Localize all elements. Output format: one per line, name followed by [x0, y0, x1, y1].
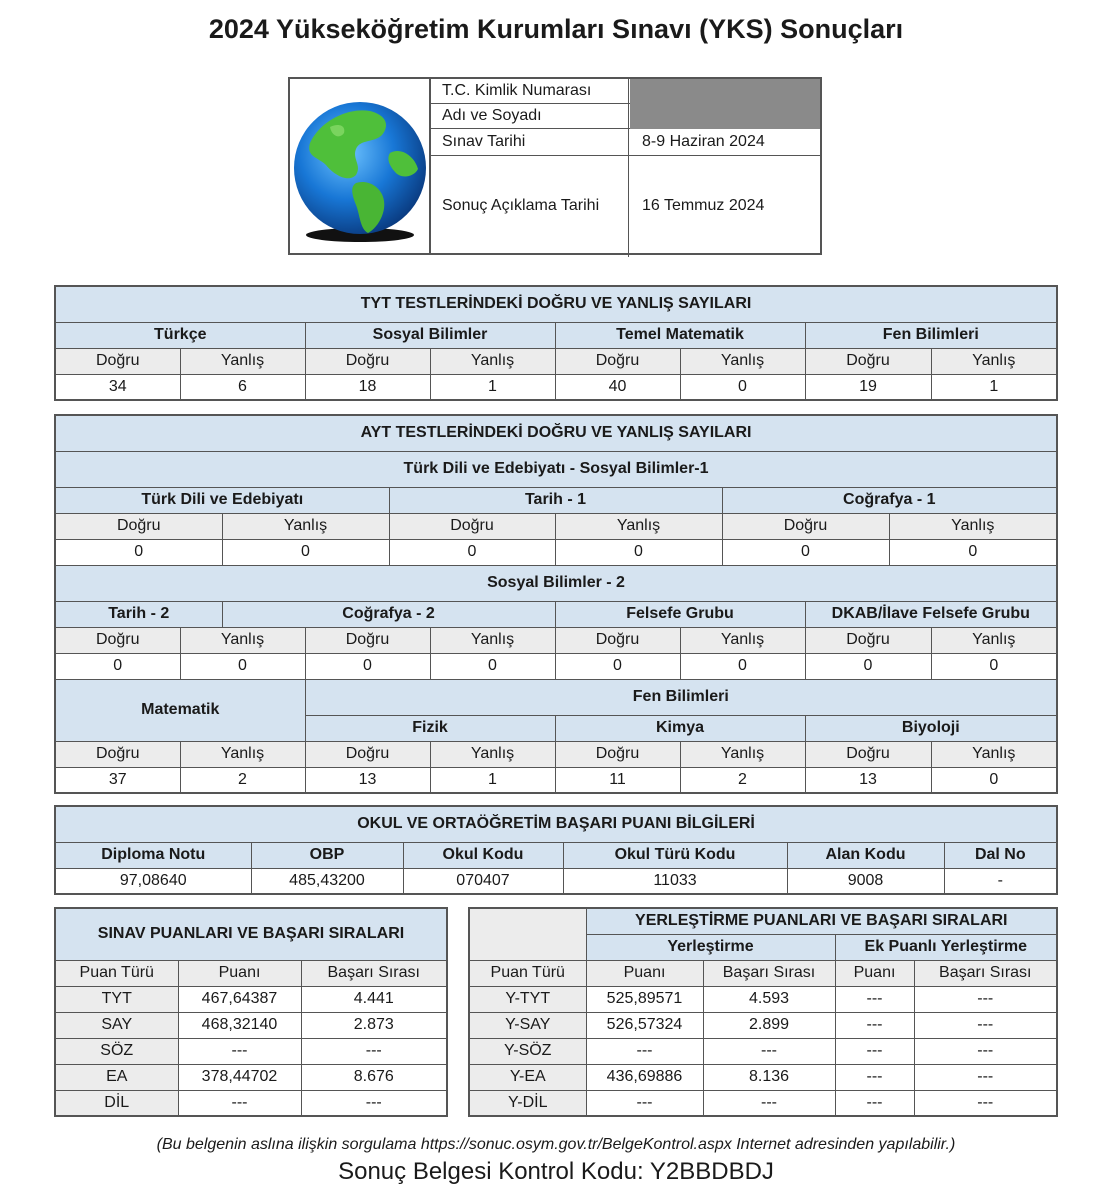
globe-icon	[290, 95, 430, 245]
school-header: Diploma Notu	[55, 842, 251, 868]
dogru-header: Doğru	[722, 513, 889, 539]
extra-rank: ---	[914, 1064, 1057, 1090]
yanlis-header: Yanlış	[180, 627, 305, 653]
ayt-yanlis: 0	[889, 539, 1057, 565]
dogru-header: Doğru	[305, 741, 430, 767]
ayt-dogru: 13	[805, 767, 931, 793]
ayt-test-name: Tarih - 1	[389, 487, 722, 513]
dogru-header: Doğru	[305, 627, 430, 653]
exam-rank: 2.873	[301, 1012, 447, 1038]
dogru-header: Doğru	[305, 348, 430, 374]
placement-type: Y-DİL	[469, 1090, 586, 1116]
tyt-yanlis: 1	[931, 374, 1057, 400]
ayt-dogru: 11	[555, 767, 680, 793]
placement-header: Puanı	[586, 960, 703, 986]
school-value: -	[944, 868, 1057, 894]
extra-score: ---	[835, 1090, 914, 1116]
placement-header: Başarı Sırası	[703, 960, 835, 986]
exam-score: ---	[178, 1038, 301, 1064]
exam-type: SAY	[55, 1012, 178, 1038]
school-value: 485,43200	[251, 868, 403, 894]
extra-rank: ---	[914, 1038, 1057, 1064]
ayt-test-name: Kimya	[555, 715, 805, 741]
placement-score: 526,57324	[586, 1012, 703, 1038]
school-header: Okul Türü Kodu	[563, 842, 787, 868]
yanlis-header: Yanlış	[180, 741, 305, 767]
candidate-info-box	[288, 77, 822, 255]
yanlis-header: Yanlış	[931, 741, 1057, 767]
ayt-dogru: 0	[55, 653, 180, 679]
id-row-exam-date	[431, 129, 820, 156]
math-header: Matematik	[55, 679, 305, 741]
dogru-header: Doğru	[805, 627, 931, 653]
placement-rank: 8.136	[703, 1064, 835, 1090]
placement-rank: ---	[703, 1090, 835, 1116]
yanlis-header: Yanlış	[430, 348, 555, 374]
dogru-header: Doğru	[55, 741, 180, 767]
ayt-test-name: Türk Dili ve Edebiyatı	[55, 487, 389, 513]
exam-scores-table	[54, 907, 448, 1117]
school-value: 070407	[403, 868, 563, 894]
tyt-dogru: 19	[805, 374, 931, 400]
ayt-dogru: 0	[389, 539, 555, 565]
dogru-header: Doğru	[805, 741, 931, 767]
name-label: Adı ve Soyadı	[442, 107, 542, 124]
ayt-yanlis: 0	[680, 653, 805, 679]
control-code: Sonuç Belgesi Kontrol Kodu: Y2BBDBDJ	[338, 1158, 774, 1185]
exam-score: 378,44702	[178, 1064, 301, 1090]
tyt-title: TYT TESTLERİNDEKİ DOĞRU VE YANLIŞ SAYILARI	[55, 286, 1057, 322]
exam-rank: ---	[301, 1038, 447, 1064]
extra-rank: ---	[914, 1012, 1057, 1038]
school-header: Alan Kodu	[787, 842, 944, 868]
yanlis-header: Yanlış	[680, 348, 805, 374]
yanlis-header: Yanlış	[931, 627, 1057, 653]
yanlis-header: Yanlış	[555, 513, 722, 539]
page-title: 2024 Yükseköğretim Kurumları Sınavı (YKS) Sonuçları	[208, 14, 904, 44]
ayt-test-name: DKAB/İlave Felsefe Grubu	[805, 601, 1057, 627]
ayt-test-name: Felsefe Grubu	[555, 601, 805, 627]
result-date-value: 16 Temmuz 2024	[642, 196, 765, 214]
extra-score: ---	[835, 1012, 914, 1038]
placement-header: Puan Türü	[469, 960, 586, 986]
ayt-yanlis: 0	[430, 653, 555, 679]
ayt-test-name: Tarih - 2	[55, 601, 222, 627]
placement-title: YERLEŞTİRME PUANLARI VE BAŞARI SIRALARI	[586, 908, 1057, 934]
exam-rank: 8.676	[301, 1064, 447, 1090]
tyt-table	[54, 285, 1058, 401]
school-table	[54, 805, 1058, 895]
yanlis-header: Yanlış	[680, 741, 805, 767]
tc-label: T.C. Kimlik Numarası	[442, 82, 592, 99]
extra-rank: ---	[914, 1090, 1057, 1116]
tyt-dogru: 34	[55, 374, 180, 400]
placement-type: Y-SÖZ	[469, 1038, 586, 1064]
ayt-dogru: 0	[805, 653, 931, 679]
redacted-name	[630, 104, 820, 129]
dogru-header: Doğru	[55, 348, 180, 374]
ayt-test-name: Biyoloji	[805, 715, 1057, 741]
extra-score: ---	[835, 1038, 914, 1064]
exam-date-value: 8-9 Haziran 2024	[642, 133, 765, 150]
exam-date-label: Sınav Tarihi	[442, 133, 526, 150]
tyt-dogru: 18	[305, 374, 430, 400]
exam-rank: 4.441	[301, 986, 447, 1012]
placement-rank: 4.593	[703, 986, 835, 1012]
exam-type: DİL	[55, 1090, 178, 1116]
id-row-result-date	[431, 156, 820, 255]
yanlis-header: Yanlış	[680, 627, 805, 653]
school-header: Dal No	[944, 842, 1057, 868]
redacted-tc	[630, 79, 820, 104]
tyt-yanlis: 6	[180, 374, 305, 400]
dogru-header: Doğru	[555, 348, 680, 374]
dogru-header: Doğru	[555, 627, 680, 653]
globe-logo	[290, 79, 431, 255]
school-header: OBP	[251, 842, 403, 868]
tyt-test-name: Fen Bilimleri	[805, 322, 1057, 348]
result-date-label: Sonuç Açıklama Tarihi	[442, 196, 600, 214]
ayt-table	[54, 414, 1058, 794]
placement-type: Y-TYT	[469, 986, 586, 1012]
exam-type: TYT	[55, 986, 178, 1012]
tyt-yanlis: 1	[430, 374, 555, 400]
fen-title: Fen Bilimleri	[305, 679, 1057, 715]
ayt-yanlis: 2	[680, 767, 805, 793]
tyt-test-name: Sosyal Bilimler	[305, 322, 555, 348]
ayt-dogru: 0	[555, 653, 680, 679]
school-value: 97,08640	[55, 868, 251, 894]
exam-header: Başarı Sırası	[301, 960, 447, 986]
ayt-test-name: Fizik	[305, 715, 555, 741]
placement-score: 436,69886	[586, 1064, 703, 1090]
ayt-yanlis: 0	[222, 539, 389, 565]
placement-header: Başarı Sırası	[914, 960, 1057, 986]
exam-scores-title: SINAV PUANLARI VE BAŞARI SIRALARI	[55, 908, 447, 960]
dogru-header: Doğru	[55, 513, 222, 539]
exam-type: EA	[55, 1064, 178, 1090]
exam-score: 468,32140	[178, 1012, 301, 1038]
ayt-dogru: 0	[305, 653, 430, 679]
exam-rank: ---	[301, 1090, 447, 1116]
id-row-name	[431, 104, 820, 129]
placement-rank: ---	[703, 1038, 835, 1064]
exam-header: Puan Türü	[55, 960, 178, 986]
placement-type: Y-SAY	[469, 1012, 586, 1038]
tyt-dogru: 40	[555, 374, 680, 400]
placement-group: Yerleştirme	[586, 934, 835, 960]
placement-type: Y-EA	[469, 1064, 586, 1090]
verification-note: (Bu belgenin aslına ilişkin sorgulama https://sonuc.osym.gov.tr/BelgeKontrol.aspx Internet adresinden yapılabilir.)	[156, 1136, 956, 1153]
ayt-test-name: Coğrafya - 2	[222, 601, 555, 627]
ayt-yanlis: 0	[931, 653, 1057, 679]
ayt-dogru: 0	[55, 539, 222, 565]
ayt-sec2-title: Sosyal Bilimler - 2	[55, 565, 1057, 601]
school-value: 11033	[563, 868, 787, 894]
extra-score: ---	[835, 1064, 914, 1090]
placement-blank	[469, 908, 586, 960]
exam-score: ---	[178, 1090, 301, 1116]
math-yanlis: 2	[180, 767, 305, 793]
yanlis-header: Yanlış	[180, 348, 305, 374]
ayt-yanlis: 1	[430, 767, 555, 793]
tyt-test-name: Türkçe	[55, 322, 305, 348]
exam-type: SÖZ	[55, 1038, 178, 1064]
tyt-yanlis: 0	[680, 374, 805, 400]
ayt-yanlis: 0	[180, 653, 305, 679]
id-row-tc	[431, 79, 820, 104]
tyt-test-name: Temel Matematik	[555, 322, 805, 348]
yanlis-header: Yanlış	[222, 513, 389, 539]
ayt-title: AYT TESTLERİNDEKİ DOĞRU VE YANLIŞ SAYILARI	[55, 415, 1057, 451]
placement-score: ---	[586, 1090, 703, 1116]
placement-score: ---	[586, 1038, 703, 1064]
school-title: OKUL VE ORTAÖĞRETİM BAŞARI PUANI BİLGİLERİ	[55, 806, 1057, 842]
yanlis-header: Yanlış	[889, 513, 1057, 539]
extra-rank: ---	[914, 986, 1057, 1012]
exam-score: 467,64387	[178, 986, 301, 1012]
placement-group: Ek Puanlı Yerleştirme	[835, 934, 1057, 960]
school-header: Okul Kodu	[403, 842, 563, 868]
ayt-dogru: 0	[722, 539, 889, 565]
placement-score: 525,89571	[586, 986, 703, 1012]
yanlis-header: Yanlış	[430, 741, 555, 767]
placement-rank: 2.899	[703, 1012, 835, 1038]
school-value: 9008	[787, 868, 944, 894]
dogru-header: Doğru	[805, 348, 931, 374]
exam-header: Puanı	[178, 960, 301, 986]
dogru-header: Doğru	[55, 627, 180, 653]
yanlis-header: Yanlış	[430, 627, 555, 653]
ayt-yanlis: 0	[931, 767, 1057, 793]
ayt-sec1-title: Türk Dili ve Edebiyatı - Sosyal Bilimler-1	[55, 451, 1057, 487]
placement-header: Puanı	[835, 960, 914, 986]
dogru-header: Doğru	[389, 513, 555, 539]
ayt-test-name: Coğrafya - 1	[722, 487, 1057, 513]
ayt-yanlis: 0	[555, 539, 722, 565]
placement-scores-table	[468, 907, 1058, 1117]
yanlis-header: Yanlış	[931, 348, 1057, 374]
extra-score: ---	[835, 986, 914, 1012]
dogru-header: Doğru	[555, 741, 680, 767]
math-dogru: 37	[55, 767, 180, 793]
ayt-dogru: 13	[305, 767, 430, 793]
